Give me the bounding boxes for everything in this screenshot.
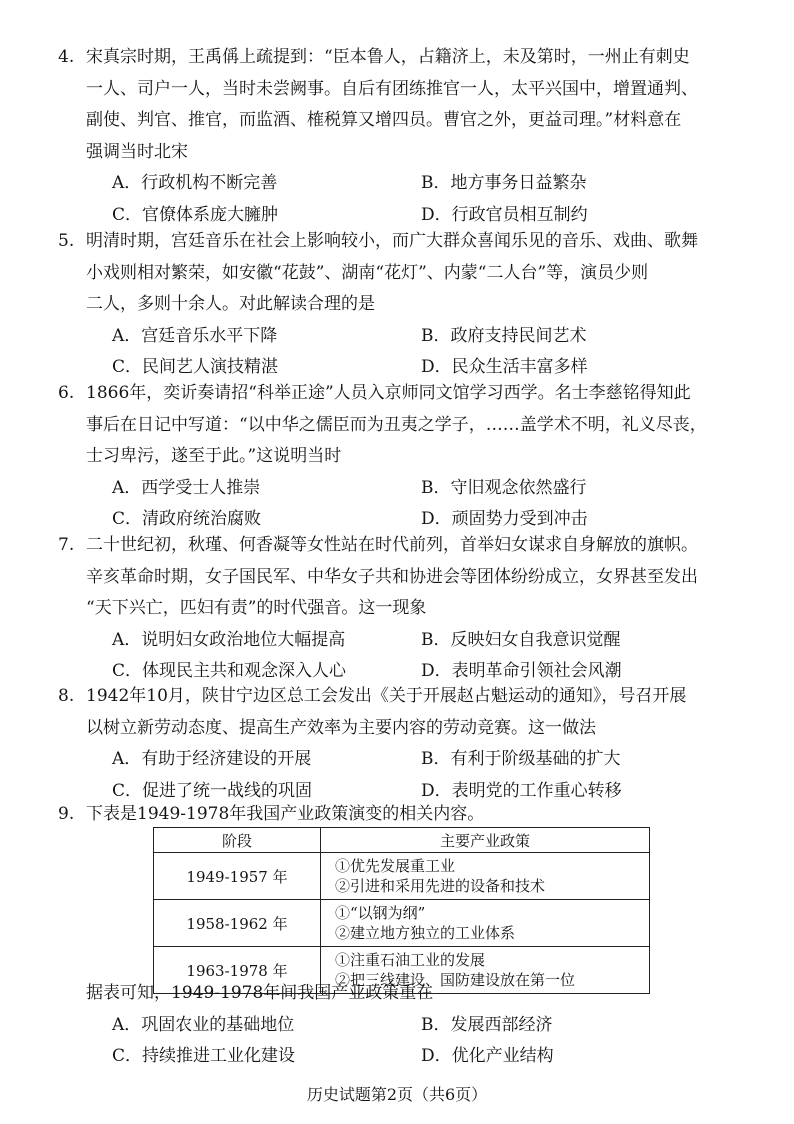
question-number: 7.: [58, 535, 75, 555]
question-stem-line: 强调当时北宋: [86, 141, 188, 162]
option-b: B．有利于阶级基础的扩大: [421, 749, 621, 770]
question-stem-line: 一人、司户一人，当时未尝阙事。自后有团练推官一人，太平兴国中，增置通判、: [86, 78, 698, 99]
question-stem-line: “天下兴亡，匹妇有责”的时代强音。这一现象: [86, 598, 427, 619]
question-stem-line: 事后在日记中写道：“以中华之儒臣而为丑夷之学子，……盖学术不明，礼义尽丧，: [86, 414, 707, 435]
policy-item: ②把三线建设、国防建设放在第一位: [335, 971, 576, 989]
question-stem-line: 辛亥革命时期，女子国民军、中华女子共和协进会等团体纷纷成立，女界甚至发出: [86, 566, 698, 587]
table-cell-stage: 1949-1957 年: [154, 853, 321, 900]
option-c: C．持续推进工业化建设: [112, 1046, 296, 1067]
option-b: B．发展西部经济: [421, 1014, 553, 1035]
table-row: [154, 900, 650, 947]
industrial-policy-table: [153, 827, 650, 994]
option-b: B．反映妇女自我意识觉醒: [421, 629, 621, 650]
policy-item: ①“以钢为纲”: [335, 904, 426, 922]
option-a: A．有助于经济建设的开展: [112, 749, 312, 770]
policy-item: ②引进和采用先进的设备和技术: [335, 877, 546, 895]
question-9-continued: [86, 978, 726, 1073]
question-6: [58, 378, 726, 536]
question-stem-line: 1942年10月，陕甘宁边区总工会发出《关于开展赵占魁运动的通知》，号召开展: [86, 686, 687, 706]
option-d: D．顽固势力受到冲击: [421, 509, 588, 530]
question-stem-line: 宋真宗时期，王禹偁上疏提到：“臣本鲁人，占籍济上，未及第时，一州止有刺史: [86, 47, 690, 67]
table-header-stage: 阶段: [154, 828, 321, 853]
question-9: [58, 799, 726, 831]
question-number: 8.: [58, 686, 75, 706]
table-cell-stage: 1958-1962 年: [154, 900, 321, 947]
question-number: 5.: [58, 231, 75, 251]
question-5: [58, 226, 726, 384]
question-stem-line: 明清时期，宫廷音乐在社会上影响较小，而广大群众喜闻乐见的音乐、戏曲、歌舞: [86, 231, 698, 251]
table-header-row: [154, 828, 650, 853]
question-4: [58, 42, 726, 232]
table-header-policy: 主要产业政策: [321, 828, 650, 853]
option-c: C．体现民主共和观念深入人心: [112, 661, 347, 682]
option-a: A．宫廷音乐水平下降: [112, 325, 278, 346]
question-stem-line: 二人，多则十余人。对此解读合理的是: [86, 294, 375, 315]
option-d: D．民众生活丰富多样: [421, 357, 588, 378]
option-b: B．政府支持民间艺术: [421, 325, 587, 346]
question-8: [58, 681, 726, 807]
question-stem-line: 士习卑污，遂至于此。”这说明当时: [86, 446, 342, 467]
policy-item: ②建立地方独立的工业体系: [335, 924, 516, 942]
question-number: 9.: [58, 804, 75, 824]
option-d: D．行政官员相互制约: [421, 204, 588, 225]
question-number: 6.: [58, 383, 75, 403]
option-d: D．表明革命引领社会风潮: [421, 661, 622, 682]
question-7: [58, 530, 726, 688]
policy-item: ①注重石油工业的发展: [335, 951, 486, 969]
policy-item: ①优先发展重工业: [335, 857, 456, 875]
page-footer: 历史试题第2页（共6页）: [306, 1085, 488, 1104]
table-cell-stage: 1963-1978 年: [154, 947, 321, 994]
option-d: D．优化产业结构: [421, 1046, 554, 1067]
option-a: A．西学受士人推崇: [112, 477, 261, 498]
table-cell-policy: [321, 853, 650, 900]
option-a: A．巩固农业的基础地位: [112, 1014, 295, 1035]
option-a: A．说明妇女政治地位大幅提高: [112, 629, 346, 650]
question-stem-line: 据表可知，1949-1978年间我国产业政策重在: [86, 983, 434, 1003]
option-c: C．官僚体系庞大臃肿: [112, 204, 279, 225]
option-b: B．守旧观念依然盛行: [421, 477, 587, 498]
question-stem-line: 1866年，奕䜣奏请招“科举正途”人员入京师同文馆学习西学。名士李慈铭得知此: [86, 383, 691, 403]
table-row: [154, 853, 650, 900]
table-cell-policy: [321, 900, 650, 947]
question-stem-line: 副使、判官、推官，而监酒、榷税算又增四员。曹官之外，更益司理。”材料意在: [86, 110, 682, 131]
question-number: 4.: [58, 47, 75, 67]
option-a: A．行政机构不断完善: [112, 173, 278, 194]
question-stem-line: 下表是1949-1978年我国产业政策演变的相关内容。: [86, 804, 485, 824]
question-stem-line: 小戏则相对繁荣，如安徽“花鼓”、湖南“花灯”、内蒙“二人台”等，演员少则: [86, 262, 649, 283]
option-b: B．地方事务日益繁杂: [421, 173, 587, 194]
question-stem-line: 二十世纪初，秋瑾、何香凝等女性站在时代前列，首举妇女谋求自身解放的旗帜。: [86, 535, 698, 555]
option-c: C．清政府统治腐败: [112, 509, 262, 530]
option-d: D．表明党的工作重心转移: [421, 780, 622, 801]
option-c: C．民间艺人演技精湛: [112, 357, 279, 378]
question-stem-line: 以树立新劳动态度、提高生产效率为主要内容的劳动竞赛。这一做法: [86, 717, 596, 738]
option-c: C．促进了统一战线的巩固: [112, 780, 313, 801]
